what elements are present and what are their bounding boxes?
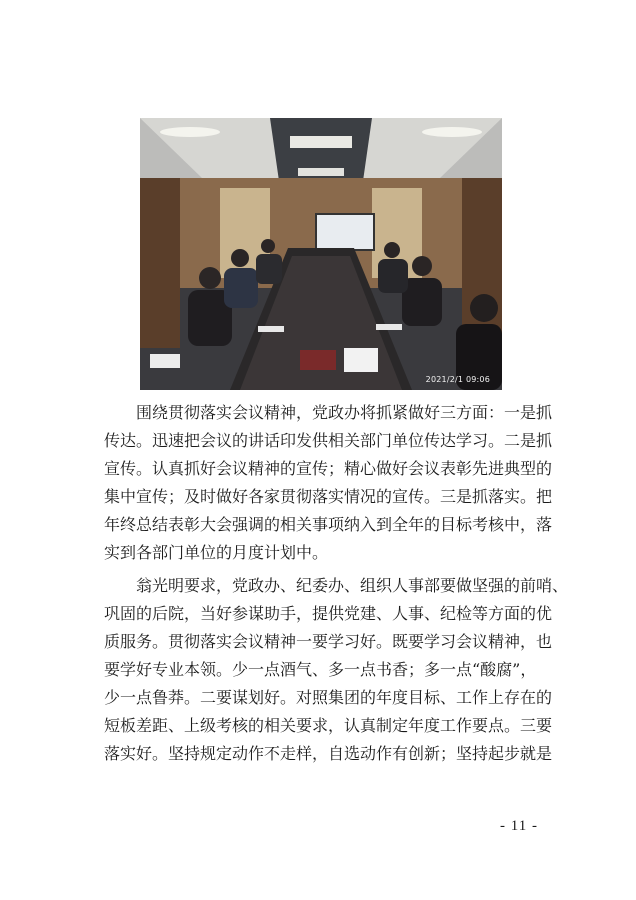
- paragraph-line: 少一点鲁莽。二要谋划好。对照集团的年度目标、工作上存在的: [104, 688, 553, 707]
- page-number: - 11 -: [500, 818, 538, 834]
- paragraph-1: [104, 399, 553, 567]
- paragraph-line: 年终总结表彰大会强调的相关事项纳入到全年的目标考核中，落: [104, 515, 553, 534]
- paragraph-line: 巩固的后院，当好参谋助手，提供党建、人事、纪检等方面的优: [104, 604, 553, 623]
- photo-timestamp: 2021/2/1 09:06: [425, 375, 490, 384]
- paragraph-line: 实到各部门单位的月度计划中。: [104, 543, 329, 562]
- paragraph-line: 质服务。贯彻落实会议精神一要学习好。既要学习会议精神，也: [104, 632, 553, 651]
- paragraph-2: [104, 572, 569, 768]
- meeting-room-illustration: [140, 118, 502, 390]
- paragraph-line: 翁光明要求，党政办、纪委办、组织人事部要做坚强的前哨、: [136, 576, 569, 595]
- meeting-photo: [140, 118, 502, 390]
- paragraph-line: 短板差距、上级考核的相关要求，认真制定年度工作要点。三要: [104, 716, 553, 735]
- paragraph-line: 要学好专业本领。少一点酒气、多一点书香；多一点“酸腐”，: [104, 660, 537, 679]
- paragraph-line: 宣传。认真抓好会议精神的宣传；精心做好会议表彰先进典型的: [104, 459, 553, 478]
- paragraph-line: 围绕贯彻落实会议精神，党政办将抓紧做好三方面：一是抓: [136, 403, 553, 422]
- paragraph-line: 落实好。坚持规定动作不走样，自选动作有创新；坚持起步就是: [104, 744, 553, 763]
- paragraph-line: 集中宣传；及时做好各家贯彻落实情况的宣传。三是抓落实。把: [104, 487, 553, 506]
- paragraph-line: 传达。迅速把会议的讲话印发供相关部门单位传达学习。二是抓: [104, 431, 553, 450]
